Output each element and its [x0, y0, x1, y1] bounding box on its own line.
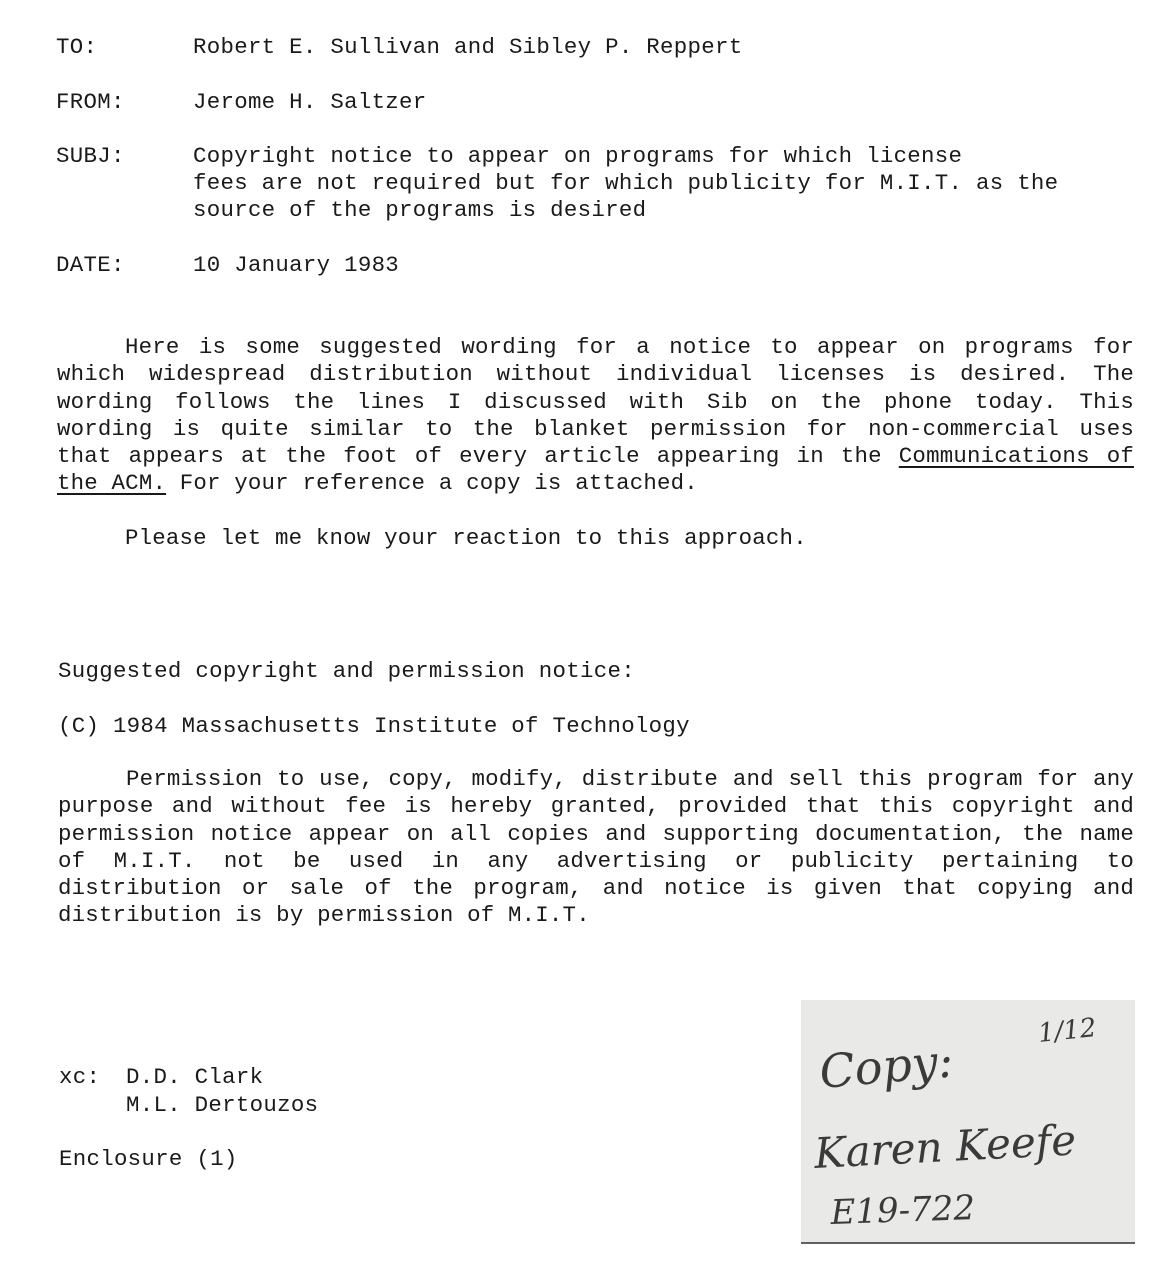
enclosure-line: Enclosure (1)	[59, 1146, 238, 1172]
from-value: Jerome H. Saltzer	[193, 89, 427, 115]
note-name: Karen Keefe	[812, 1115, 1078, 1178]
from-label: FROM:	[56, 89, 125, 115]
handwriting-drawing	[801, 1000, 1135, 1244]
subj-line-3: source of the programs is desired	[193, 197, 647, 223]
body-paragraph-2	[57, 525, 1134, 552]
note-date: 1/12	[1036, 1013, 1098, 1049]
date-value: 10 January 1983	[193, 252, 400, 278]
to-value: Robert E. Sullivan and Sibley P. Reppert	[193, 34, 743, 60]
xc-name-clark: D.D. Clark	[126, 1064, 264, 1090]
note-room: E19-722	[829, 1187, 976, 1233]
permission-text: Permission to use, copy, modify, distribute and sell this program for any purpose and without fee is hereby granted, provided that this copyright and permission notice appear on all copies and supporting documentation, the name of M.I.T. not be used in any advertising or publicity pertaining to distribution or sale of the program, and notice is given that copying and distribution is by permission of M.I.T.	[58, 766, 1134, 929]
note-copy: Copy:	[817, 1033, 956, 1099]
para2-text: Please let me know your reaction to this approach.	[125, 525, 807, 551]
copyright-line: (C) 1984 Massachusetts Institute of Technology	[58, 713, 690, 739]
subj-line-2: fees are not required but for which publicity for M.I.T. as the	[193, 170, 1059, 196]
handwritten-note	[801, 1000, 1135, 1244]
xc-name-dertouzos: M.L. Dertouzos	[126, 1092, 319, 1118]
xc-label: xc:	[59, 1064, 101, 1090]
to-label: TO:	[56, 34, 98, 60]
para1-text: Here is some suggested wording for a notice to appear on programs for which widespread distribution without individual licenses is desired. The wording follows the lines I discussed with Sib on the phone today. This wording is quite similar to the blanket permission for non-commercial uses that appears at the foot of every article appearing in the	[57, 334, 1134, 470]
permission-paragraph	[58, 766, 1134, 930]
subj-label: SUBJ:	[56, 143, 125, 169]
para1-tail: For your reference a copy is attached.	[166, 470, 698, 497]
notice-heading: Suggested copyright and permission notice:	[58, 658, 635, 684]
acm-reference: Communications of the ACM.	[57, 443, 1135, 497]
subj-line-1: Copyright notice to appear on programs for which license	[193, 143, 963, 169]
body-paragraph-1	[57, 334, 1134, 498]
date-label: DATE:	[56, 252, 125, 278]
